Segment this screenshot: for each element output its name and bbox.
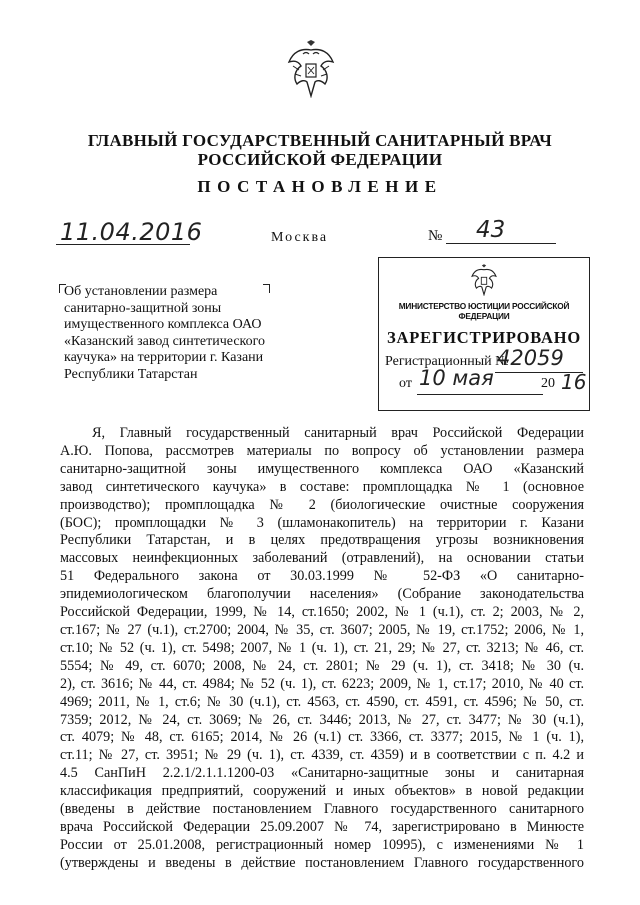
- subject-line: Республики Татарстан: [64, 366, 198, 382]
- document-type-heading: ПОСТАНОВЛЕНИЕ: [197, 177, 443, 196]
- subject-line: каучука» на территории г. Казани: [64, 350, 264, 366]
- body-line: санитарно-защитной зоны имущественного комплекса ОАО «Казанский: [60, 460, 584, 477]
- body-line: завод синтетического каучука» в составе: промплощадка № 1 (основное: [60, 478, 584, 495]
- subject-line: «Казанский завод синтетического: [64, 333, 266, 349]
- number-label: №: [428, 228, 443, 244]
- body-line: России от 25.01.2008, регистрационный номер 10995), с изменениями № 1: [60, 836, 584, 853]
- body-line: ст. 4079; № 48, ст. 6165; 2014, № 26 (ч.1) ст. 3366, ст. 3377; 2015, № 1 (ч. 1),: [60, 729, 584, 746]
- body-line: массовых неинфекционных заболеваний (отравлений), на основании статьи: [60, 550, 584, 567]
- decree-date: 11.04.2016: [60, 218, 203, 246]
- registration-stamp: [378, 257, 590, 411]
- body-line: ст.11; № 27, ст. 3951; № 29 (ч. 1), ст. 4339, ст. 4359) и в соответствии с п. 4.2 и: [60, 747, 584, 764]
- decree-subject: [64, 284, 279, 384]
- issuer-title-line1: ГЛАВНЫЙ ГОСУДАРСТВЕННЫЙ САНИТАРНЫЙ ВРАЧ: [87, 131, 553, 150]
- body-line: (утверждены и введены в действие постановлением Главного государственного: [60, 854, 584, 871]
- stamp-year-suffix: 16: [561, 370, 587, 394]
- subject-line: имущественного комплекса ОАО: [64, 317, 262, 333]
- date-underline: [56, 244, 190, 245]
- stamp-from-label: от: [399, 376, 412, 391]
- body-line: эпидемиологическом благополучии населения» (Собрание законодательства: [60, 586, 584, 603]
- stamp-date-underline: [417, 394, 543, 395]
- body-line: 7359; 2012, № 24, ст. 3069; № 26, ст. 3446; 2013, № 27, ст. 3477; № 30 (ч.1),: [60, 711, 584, 728]
- body-line: 4969; 2011, № 1, ст.6; № 30 (ч.1), ст. 4563, ст. 4590, ст. 4591, ст. 4596; № 50, ст.: [60, 693, 584, 710]
- body-line: А.Ю. Попова, рассмотрев материалы по вопросу об установлении размера: [60, 442, 584, 459]
- body-line: (БОС); промплощадки № 3 (шламонакопитель) на территории г. Казани: [60, 514, 584, 531]
- number-underline: [446, 243, 556, 244]
- body-line: Российской Федерации, 1999, № 14, ст.1650; 2002, № 1 (ч.1), ст. 2; 2003, № 2,: [60, 604, 584, 621]
- stamp-reg-number: 42059: [497, 346, 564, 370]
- body-line: Я, Главный государственный санитарный врач Российской Федерации: [92, 425, 584, 441]
- decree-number: 43: [476, 217, 506, 243]
- body-line: 5554; № 49, ст. 6070; 2008, № 24, ст. 2801; № 29 (ч. 1), ст. 3418; № 30 (ч.: [60, 657, 584, 674]
- body-line: 4.5 СанПиН 2.2.1/2.1.1.1200-03 «Санитарно-защитные зоны и санитарная: [60, 765, 584, 782]
- stamp-reg-number-label: Регистрационный №: [385, 354, 509, 369]
- coat-of-arms-icon: [287, 40, 335, 98]
- stamp-registered-label: ЗАРЕГИСТРИРОВАНО: [386, 328, 582, 347]
- body-line: (введены в действие постановлением Главного государственного санитарного: [60, 801, 584, 818]
- body-line: ст.10; № 52 (ч. 1), ст. 5498; 2007, № 1 (ч. 1), ст. 21, 29; № 27, ст. 3213; № 46, ст.: [60, 639, 584, 656]
- stamp-reg-date: 10 мая: [419, 366, 494, 390]
- body-line: Республики Татарстан, и в целях предотвращения угрозы возникновения: [60, 532, 584, 549]
- body-line: ст.167; № 27 (ч.1), ст.2700; 2004, № 35, ст. 3607; 2005, № 19, ст.1752; 2006, № 1,: [60, 621, 584, 638]
- stamp-year-prefix: 20: [541, 376, 555, 391]
- subject-line: санитарно-защитной зоны: [64, 300, 222, 316]
- body-line: 2), ст. 3616; № 44, ст. 4984; № 52 (ч. 1), ст. 6223; 2009, № 1, ст.17; 2010, № 40 ст.: [60, 675, 584, 692]
- stamp-coat-of-arms-icon: [471, 264, 497, 296]
- decree-body: [60, 425, 584, 873]
- stamp-ministry-name: МИНИСТЕРСТВО ЮСТИЦИИ РОССИЙСКОЙ ФЕДЕРАЦИИ: [398, 301, 570, 321]
- body-line: производство); промплощадка № 2 (биологические очистные сооружения: [60, 496, 584, 513]
- body-line: врача Российской Федерации 25.09.2007 № 74, зарегистрировано в Минюсте: [60, 818, 584, 835]
- subject-line: Об установлении размера: [64, 284, 218, 299]
- body-line: 51 Федерального закона от 30.03.1999 № 52-ФЗ «О санитарно-: [60, 568, 584, 585]
- body-line: классификация предприятий, сооружений и иных объектов» в новой редакции: [60, 783, 584, 800]
- issue-city: Москва: [271, 230, 329, 245]
- issuer-title-line2: РОССИЙСКОЙ ФЕДЕРАЦИИ: [197, 150, 443, 169]
